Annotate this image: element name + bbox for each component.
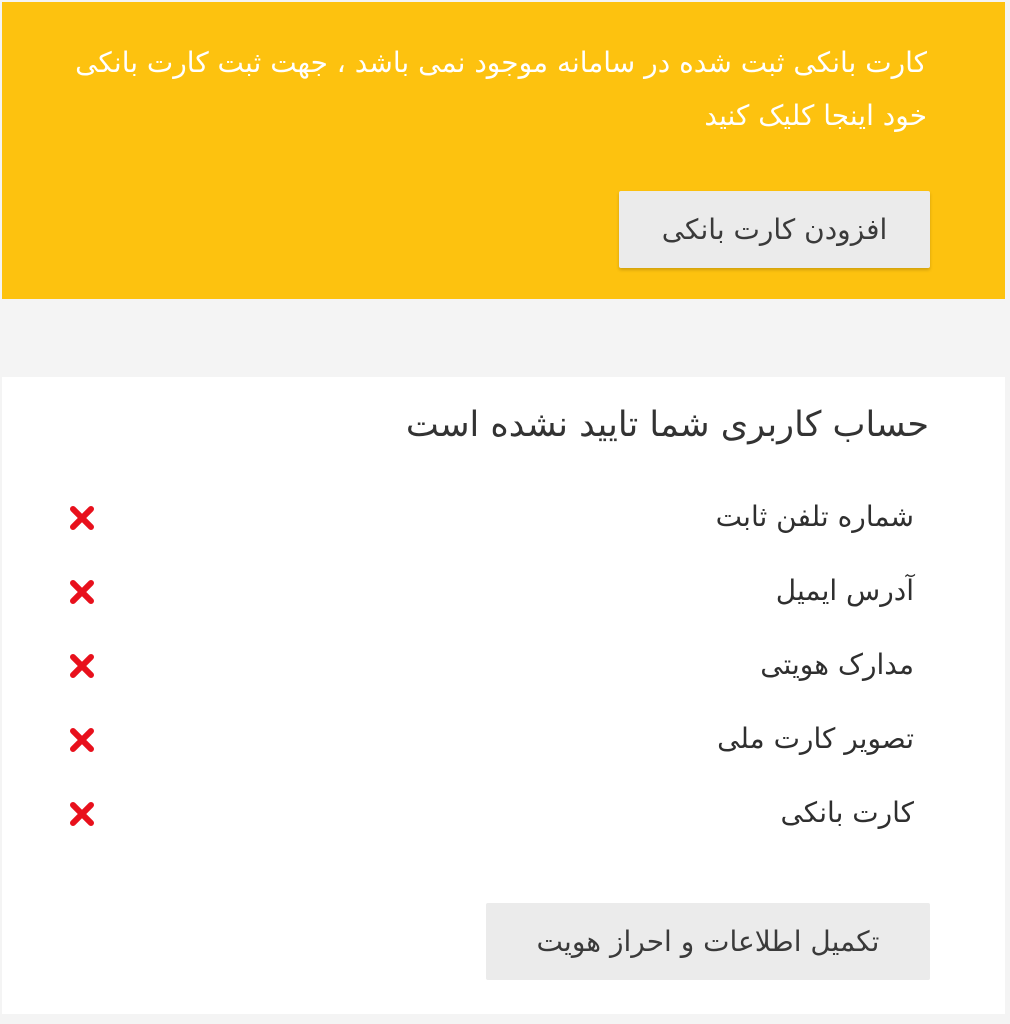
requirement-row-national-card: [2, 719, 1005, 759]
requirement-row-landline: [2, 497, 1005, 537]
banner-message[interactable]: کارت بانکی ثبت شده در سامانه موجود نمی باشد ، جهت ثبت کارت بانکی خود اینجا کلیک کنید: [75, 46, 927, 132]
requirement-row-bank-card: [2, 793, 1005, 833]
requirement-label: شماره تلفن ثابت: [715, 500, 914, 533]
add-bank-card-button[interactable]: افزودن کارت بانکی: [619, 191, 930, 268]
verification-card: [2, 377, 1005, 1014]
close-icon: [68, 652, 96, 680]
requirement-label: مدارک هویتی: [760, 648, 914, 681]
requirement-row-email: [2, 571, 1005, 611]
complete-verification-button[interactable]: تکمیل اطلاعات و احراز هویت: [486, 903, 930, 980]
verification-title: حساب کاربری شما تایید نشده است: [405, 405, 929, 445]
requirement-label: آدرس ایمیل: [775, 574, 914, 607]
requirement-row-id-documents: [2, 645, 1005, 685]
close-icon: [68, 504, 96, 532]
requirement-label: تصویر کارت ملی: [717, 722, 914, 755]
requirement-label: کارت بانکی: [780, 796, 914, 829]
bank-card-warning-banner: [2, 2, 1005, 299]
close-icon: [68, 800, 96, 828]
close-icon: [68, 578, 96, 606]
close-icon: [68, 726, 96, 754]
